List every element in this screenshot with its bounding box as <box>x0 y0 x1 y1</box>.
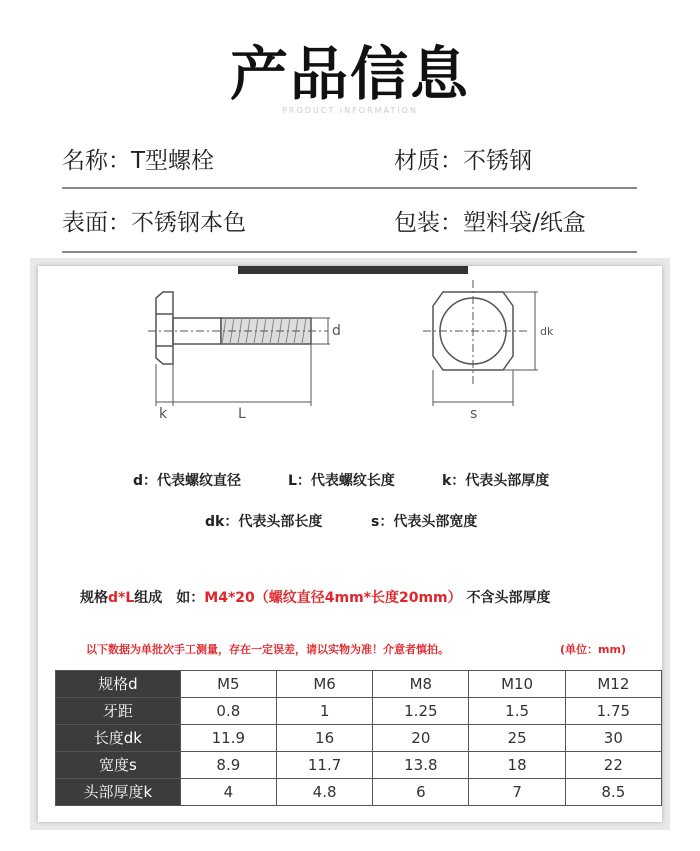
table-cell: 22 <box>565 752 661 779</box>
divider <box>62 187 637 189</box>
table-cell: 1.5 <box>469 698 565 725</box>
table-row <box>56 671 662 698</box>
packaging: 包装：塑料袋/纸盒 <box>394 210 586 236</box>
table-cell: 18 <box>469 752 565 779</box>
info-row <box>62 146 637 176</box>
surface: 表面：不锈钢本色 <box>62 210 246 236</box>
table-cell: 11.7 <box>276 752 372 779</box>
table-cell: 16 <box>276 725 372 752</box>
row-label: 长度dk <box>56 725 181 752</box>
spec-note-c: 组成 如： <box>134 590 205 606</box>
table-row <box>56 698 662 725</box>
legend-s: s：代表头部宽度 <box>371 514 478 530</box>
info-row <box>62 208 637 238</box>
table-cell: 30 <box>565 725 661 752</box>
spec-card <box>30 258 670 830</box>
table-cell: 25 <box>469 725 565 752</box>
table-row <box>56 725 662 752</box>
row-label: 头部厚度k <box>56 779 181 806</box>
table-cell: M12 <box>565 671 661 698</box>
table-cell: 8.9 <box>180 752 276 779</box>
table-row <box>56 752 662 779</box>
spec-note-b: d*L <box>108 590 135 606</box>
label-k: k <box>159 406 168 422</box>
table-cell: M8 <box>373 671 469 698</box>
table-cell: 0.8 <box>180 698 276 725</box>
table-cell: M10 <box>469 671 565 698</box>
legend-dk: dk：代表头部长度 <box>205 514 323 530</box>
spec-note-a: 规格 <box>80 590 108 606</box>
row-label: 牙距 <box>56 698 181 725</box>
table-cell: 1.75 <box>565 698 661 725</box>
page-subtitle: PRODUCT INFORMATION <box>282 106 418 115</box>
spec-note-example: M4*20（螺纹直径4mm*长度20mm） <box>204 590 462 606</box>
table-cell: 6 <box>373 779 469 806</box>
label-s: s <box>470 406 478 422</box>
table-cell: 7 <box>469 779 565 806</box>
label-L: L <box>238 406 246 422</box>
table-cell: 11.9 <box>180 725 276 752</box>
product-name: 名称：T型螺栓 <box>62 148 215 174</box>
table-row <box>56 779 662 806</box>
page-title: 产品信息 <box>229 40 470 108</box>
divider <box>62 251 637 253</box>
unit-note: (单位：mm) <box>560 643 626 656</box>
spec-note-e: 不含头部厚度 <box>466 590 551 606</box>
table-cell: M6 <box>276 671 372 698</box>
legend-L: L：代表螺纹长度 <box>288 473 395 489</box>
table-cell: 1.25 <box>373 698 469 725</box>
table-cell: M5 <box>180 671 276 698</box>
bolt-diagram <box>38 266 662 436</box>
row-label: 宽度s <box>56 752 181 779</box>
table-cell: 8.5 <box>565 779 661 806</box>
disclaimer: 以下数据为单批次手工测量，存在一定误差，请以实物为准！介意者慎拍。 <box>86 643 449 656</box>
spec-table <box>55 670 662 806</box>
label-d: d <box>332 323 341 339</box>
table-cell: 4.8 <box>276 779 372 806</box>
table-cell: 20 <box>373 725 469 752</box>
legend-k: k：代表头部厚度 <box>442 473 550 489</box>
row-label: 规格d <box>56 671 181 698</box>
table-cell: 4 <box>180 779 276 806</box>
spec-note <box>80 590 551 607</box>
material: 材质：不锈钢 <box>394 148 532 174</box>
legend-d: d：代表螺纹直径 <box>133 473 242 489</box>
table-cell: 13.8 <box>373 752 469 779</box>
label-dk: dk <box>540 325 554 338</box>
table-cell: 1 <box>276 698 372 725</box>
